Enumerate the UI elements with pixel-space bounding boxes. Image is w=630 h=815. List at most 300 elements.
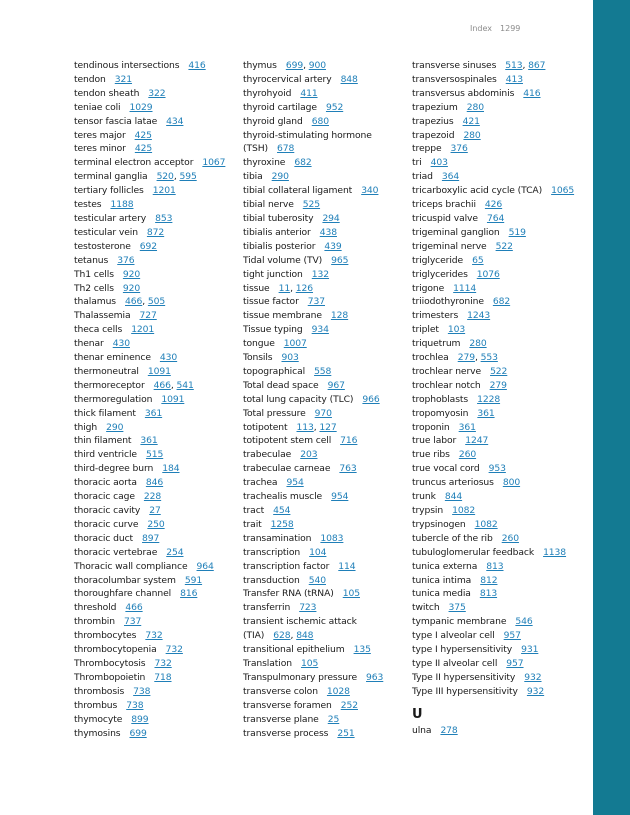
page-ref-link[interactable]: 1247 (465, 435, 489, 447)
page-ref-link[interactable]: 699 (129, 727, 147, 739)
index-term: tunica intima (412, 574, 472, 586)
index-entry (412, 393, 584, 407)
index-term: trigone (412, 282, 445, 294)
page-ref-link[interactable]: 114 (338, 560, 356, 572)
page-ref-link[interactable]: 682 (492, 296, 511, 308)
page-refs (509, 227, 526, 238)
page-refs (309, 575, 326, 586)
index-entry (412, 657, 584, 671)
page-ref-link[interactable]: 290 (106, 421, 124, 433)
index-entry (243, 212, 405, 226)
page-ref-link[interactable]: 872 (146, 226, 165, 238)
page-ref-link[interactable]: 251 (337, 727, 355, 739)
page-ref-link[interactable]: 364 (441, 171, 460, 183)
page-ref-link[interactable]: 699 (285, 60, 304, 71)
page-ref-link[interactable]: 322 (148, 87, 166, 99)
page-refs (145, 630, 162, 641)
index-term: tract (243, 505, 265, 516)
page-ref-link[interactable]: 426 (484, 199, 503, 211)
page-ref-link[interactable]: 361 (458, 421, 476, 433)
index-entry (74, 87, 234, 101)
index-entry (412, 309, 584, 323)
page-ref-link[interactable]: 763 (339, 463, 357, 475)
index-term: truncus arteriosus (412, 477, 494, 489)
index-entry (412, 156, 584, 170)
page-ref-link[interactable]: 920 (122, 282, 141, 294)
page-ref-link[interactable]: 897 (142, 532, 160, 544)
page-ref-link[interactable]: 203 (300, 449, 318, 461)
index-term: testicular artery (74, 212, 147, 224)
page-ref-link[interactable]: 844 (444, 491, 463, 503)
index-entry (412, 546, 584, 560)
page-ref-link[interactable]: 963 (366, 671, 384, 683)
page-refs (477, 408, 494, 419)
page-refs (117, 255, 134, 266)
page-ref-link[interactable]: 727 (139, 310, 157, 322)
index-term: Type III hypersensitivity (412, 685, 518, 697)
index-term: tetanus (74, 254, 109, 266)
page-refs (331, 255, 348, 266)
page-ref-link[interactable]: 764 (486, 212, 505, 224)
page-ref-link[interactable]: 278 (440, 724, 458, 736)
index-term: thrombocytes (74, 630, 137, 642)
page-refs (126, 700, 143, 711)
page-ref-link[interactable]: 541 (176, 379, 194, 391)
page-refs (129, 728, 146, 739)
index-entry (74, 615, 234, 629)
page-refs (472, 255, 484, 266)
ref-separator: , (303, 60, 309, 71)
index-term: thoracic cage (74, 491, 135, 503)
page-ref-link[interactable]: 250 (147, 518, 165, 530)
page-ref-link[interactable]: 737 (123, 616, 142, 628)
index-term: troponin (412, 421, 450, 433)
index-entry (412, 532, 584, 546)
page-refs (328, 380, 345, 391)
page-refs (154, 380, 194, 391)
index-term: true labor (412, 435, 457, 447)
page-ref-link[interactable]: 416 (523, 87, 541, 99)
index-term: transitional epithelium (243, 644, 345, 656)
page-ref-link[interactable]: 965 (331, 254, 349, 266)
index-entry (243, 295, 405, 309)
page-ref-link[interactable]: 411 (300, 87, 318, 99)
page-ref-link[interactable]: 680 (311, 115, 329, 127)
page-ref-link[interactable]: 184 (162, 463, 180, 475)
index-term: tubuloglomerular feedback (412, 546, 535, 558)
index-term: true ribs (412, 449, 450, 461)
page-refs (505, 60, 545, 71)
page-ref-link[interactable]: 967 (327, 379, 345, 391)
index-term: thalamus (74, 296, 116, 308)
page-ref-link[interactable]: 816 (180, 588, 198, 600)
page-ref-link[interactable]: 903 (281, 352, 299, 364)
page-refs (502, 533, 519, 544)
page-ref-link[interactable]: 848 (296, 630, 314, 642)
index-entry (74, 574, 234, 588)
index-term: triglycerides (412, 268, 468, 280)
page-refs (480, 575, 497, 586)
index-entry (412, 615, 584, 629)
page-ref-link[interactable]: 595 (179, 171, 197, 183)
page-ref-link[interactable]: 126 (295, 282, 314, 294)
page-ref-link[interactable]: 279 (457, 352, 475, 364)
index-term: trabeculae (243, 449, 292, 461)
page-refs (486, 561, 503, 572)
page-ref-link[interactable]: 104 (309, 546, 327, 558)
index-term: transcription (243, 546, 301, 558)
index-entry (243, 713, 405, 727)
page-refs (197, 561, 214, 572)
page-ref-link[interactable]: 932 (526, 685, 545, 697)
index-entry (74, 601, 234, 615)
page-refs (180, 588, 197, 599)
index-entry (412, 240, 584, 254)
page-ref-link[interactable]: 934 (311, 324, 329, 336)
page-ref-link[interactable]: 513 (505, 60, 523, 71)
page-ref-link[interactable]: 65 (472, 254, 484, 266)
index-entry (74, 587, 234, 601)
index-entry (412, 448, 584, 462)
page-ref-link[interactable]: 279 (489, 379, 507, 391)
index-entry (243, 587, 405, 601)
page-ref-link[interactable]: 678 (277, 143, 295, 155)
page-ref-link[interactable]: 1029 (129, 101, 153, 113)
page-ref-link[interactable]: 27 (149, 505, 161, 516)
page-ref-link[interactable]: 522 (490, 365, 508, 377)
page-ref-link[interactable]: 522 (495, 240, 513, 252)
page-ref-link[interactable]: 254 (166, 546, 184, 558)
page-ref-link[interactable]: 732 (154, 657, 172, 669)
page-ref-link[interactable]: 846 (145, 477, 164, 489)
page-ref-link[interactable]: 553 (480, 352, 498, 364)
page-ref-link[interactable]: 1067 (202, 157, 226, 169)
page-ref-link[interactable]: 515 (145, 449, 164, 461)
page-ref-link[interactable]: 812 (480, 574, 498, 586)
index-entry (243, 504, 405, 518)
index-term: tight junction (243, 268, 303, 280)
page-ref-link[interactable]: 1083 (320, 532, 344, 544)
page-refs (299, 602, 316, 613)
index-entry (243, 323, 405, 337)
page-ref-link[interactable]: 800 (502, 477, 521, 489)
index-term: type I alveolar cell (412, 630, 495, 642)
page-ref-link[interactable]: 692 (139, 240, 158, 252)
page-ref-link[interactable]: 280 (466, 101, 484, 113)
index-entry (243, 615, 405, 643)
index-term: trypsin (412, 505, 444, 516)
index-entry (74, 560, 234, 574)
page-ref-link[interactable]: 294 (322, 212, 340, 224)
index-entry (74, 448, 234, 462)
page-ref-link[interactable]: 105 (300, 657, 319, 669)
page-refs (154, 672, 171, 683)
page-ref-link[interactable]: 1091 (161, 393, 185, 405)
page-ref-link[interactable]: 466 (153, 379, 171, 391)
index-entry (74, 713, 234, 727)
page-ref-link[interactable]: 425 (134, 143, 153, 155)
index-entry (412, 184, 584, 198)
page-ref-link[interactable]: 103 (447, 324, 466, 336)
index-term: Thrombocytosis (74, 657, 146, 669)
index-entry (74, 254, 234, 268)
page-ref-link[interactable]: 954 (331, 491, 349, 503)
index-entry (412, 115, 584, 129)
page-ref-link[interactable]: 280 (469, 338, 487, 350)
page-refs (123, 283, 140, 294)
index-entry (243, 448, 405, 462)
index-entry (74, 657, 234, 671)
index-term: testes (74, 199, 102, 211)
page-ref-link[interactable]: 260 (501, 532, 519, 544)
index-entry (74, 407, 234, 421)
index-term: thermoreceptor (74, 379, 145, 391)
index-term: topographical (243, 365, 306, 377)
page-refs (440, 725, 457, 736)
ref-separator: , (313, 421, 320, 433)
page-ref-link[interactable]: 1082 (452, 505, 476, 516)
index-term: thymocyte (74, 713, 123, 725)
page-ref-link[interactable]: 966 (362, 393, 380, 405)
index-entry (412, 379, 584, 393)
page-ref-link[interactable]: 430 (159, 352, 178, 364)
page-ref-link[interactable]: 376 (450, 143, 468, 155)
index-entry (243, 282, 405, 296)
index-term: trapezium (412, 101, 458, 113)
page-ref-link[interactable]: 290 (271, 171, 289, 183)
page-ref-link[interactable]: 466 (125, 296, 143, 308)
page-refs (493, 296, 510, 307)
page-ref-link[interactable]: 376 (117, 254, 135, 266)
index-entry (412, 142, 584, 156)
page-ref-link[interactable]: 228 (143, 491, 162, 503)
index-entry (74, 643, 234, 657)
index-entry (243, 407, 405, 421)
page-ref-link[interactable]: 931 (521, 644, 539, 656)
index-term: Type II hypersensitivity (412, 671, 516, 683)
page-refs (147, 519, 164, 530)
page-refs (144, 491, 161, 502)
page-ref-link[interactable]: 260 (458, 449, 477, 461)
page-ref-link[interactable]: 340 (361, 185, 379, 197)
page-ref-link[interactable]: 1091 (147, 365, 171, 377)
page-ref-link[interactable]: 425 (134, 129, 152, 141)
index-entry (74, 73, 234, 87)
page-ref-link[interactable]: 813 (486, 560, 504, 572)
page-refs (458, 352, 498, 363)
page-ref-link[interactable]: 519 (508, 226, 526, 238)
page-ref-link[interactable]: 252 (340, 699, 358, 711)
index-term: thoracic cavity (74, 505, 141, 516)
page-refs (277, 143, 294, 154)
index-term: Tidal volume (TV) (243, 254, 323, 266)
page-ref-link[interactable]: 952 (325, 101, 344, 113)
page-refs (297, 422, 337, 433)
page-ref-link[interactable]: 970 (314, 407, 332, 419)
index-term: Th2 cells (74, 282, 114, 294)
index-term: thrombocytopenia (74, 644, 157, 656)
page-refs (490, 366, 507, 377)
page-refs (477, 269, 500, 280)
page-ref-link[interactable]: 135 (353, 644, 371, 656)
page-ref-link[interactable]: 738 (126, 699, 144, 711)
page-ref-link[interactable]: 953 (488, 463, 506, 475)
page-ref-link[interactable]: 1007 (283, 338, 307, 350)
page-ref-link[interactable]: 321 (114, 73, 133, 85)
index-term: teres major (74, 129, 126, 141)
page-ref-link[interactable]: 11 (278, 282, 291, 294)
page-ref-link[interactable]: 434 (166, 115, 184, 127)
page-ref-link[interactable]: 737 (307, 296, 325, 308)
page-refs (279, 283, 313, 294)
index-term: Th1 cells (74, 268, 114, 280)
index-entry (412, 434, 584, 448)
page-ref-link[interactable]: 416 (188, 60, 206, 71)
index-entry (243, 365, 405, 379)
page-ref-link[interactable]: 438 (319, 226, 337, 238)
index-term: Thalassemia (74, 310, 131, 322)
index-entry (243, 337, 405, 351)
page-ref-link[interactable]: 1258 (270, 518, 294, 530)
page-ref-link[interactable]: 718 (154, 671, 172, 683)
page-ref-link[interactable]: 1082 (474, 518, 498, 530)
page-ref-link[interactable]: 1243 (467, 310, 491, 322)
page-ref-link[interactable]: 899 (131, 713, 149, 725)
index-term: tensor fascia latae (74, 115, 158, 127)
page-ref-link[interactable]: 932 (524, 671, 542, 683)
index-term: thick filament (74, 407, 136, 419)
page-ref-link[interactable]: 628 (273, 630, 291, 642)
page-ref-link[interactable]: 525 (302, 199, 321, 211)
page-ref-link[interactable]: 1138 (543, 546, 567, 558)
index-entry (74, 518, 234, 532)
page-ref-link[interactable]: 1188 (110, 199, 134, 211)
index-entry (243, 309, 405, 323)
page-refs (489, 463, 506, 474)
page-ref-link[interactable]: 421 (462, 115, 480, 127)
page-ref-link[interactable]: 127 (319, 421, 337, 433)
page-ref-link[interactable]: 716 (340, 435, 358, 447)
page-ref-link[interactable]: 280 (463, 129, 481, 141)
page-ref-link[interactable]: 546 (515, 616, 533, 628)
index-term: third ventricle (74, 449, 137, 461)
page-ref-link[interactable]: 920 (122, 268, 141, 280)
page-ref-link[interactable]: 361 (144, 407, 163, 419)
page-ref-link[interactable]: 1201 (152, 185, 176, 197)
index-entry (74, 268, 234, 282)
index-term: thoroughfare channel (74, 588, 172, 600)
page-ref-link[interactable]: 361 (140, 435, 158, 447)
page-ref-link[interactable]: 853 (155, 212, 173, 224)
page-refs (331, 491, 348, 502)
page-refs (487, 213, 504, 224)
page-ref-link[interactable]: 682 (294, 157, 312, 169)
page-ref-link[interactable]: 867 (528, 60, 546, 71)
index-entry (243, 643, 405, 657)
page-ref-link[interactable]: 375 (448, 602, 466, 614)
index-entry (243, 59, 405, 73)
page-refs (469, 338, 486, 349)
index-entry (243, 240, 405, 254)
index-term: transverse plane (243, 713, 319, 725)
index-entry (243, 254, 405, 268)
index-term: trachealis muscle (243, 491, 323, 503)
page-ref-link[interactable]: 413 (505, 73, 523, 85)
index-term: tibialis anterior (243, 226, 311, 238)
index-entry (243, 434, 405, 448)
index-term: transduction (243, 574, 300, 586)
page-ref-link[interactable]: 900 (308, 60, 326, 71)
page-ref-link[interactable]: 1228 (477, 393, 501, 405)
page-ref-link[interactable]: 723 (299, 602, 317, 614)
page-ref-link[interactable]: 1028 (326, 685, 350, 697)
page-ref-link[interactable]: 558 (314, 365, 332, 377)
index-entry (412, 87, 584, 101)
page-ref-link[interactable]: 1201 (131, 324, 155, 336)
page-ref-link[interactable]: 540 (308, 574, 326, 586)
page-ref-link[interactable]: 439 (324, 240, 342, 252)
index-entry (74, 184, 234, 198)
index-entry (243, 156, 405, 170)
page-ref-link[interactable]: 430 (112, 338, 130, 350)
index-term: teres minor (74, 143, 126, 155)
index-entry (412, 587, 584, 601)
index-term: Total dead space (243, 379, 319, 391)
index-term: thoracic duct (74, 532, 134, 544)
page-ref-link[interactable]: 132 (311, 268, 330, 280)
page-ref-link[interactable]: 848 (340, 73, 358, 85)
page-ref-link[interactable]: 732 (165, 644, 183, 656)
page-refs (309, 547, 326, 558)
page-ref-link[interactable]: 520 (156, 171, 174, 183)
page-refs (480, 588, 497, 599)
page-ref-link[interactable]: 105 (342, 588, 360, 600)
page-ref-link[interactable]: 403 (430, 157, 448, 169)
page-refs (273, 505, 290, 516)
page-ref-link[interactable]: 1065 (551, 185, 575, 197)
page-ref-link[interactable]: 25 (327, 713, 340, 725)
page-refs (130, 102, 153, 113)
page-ref-link[interactable]: 964 (196, 560, 214, 572)
page-ref-link[interactable]: 361 (477, 407, 495, 419)
index-term: testosterone (74, 240, 131, 252)
index-entry (74, 129, 234, 143)
page-ref-link[interactable]: 466 (125, 602, 143, 614)
page-ref-link[interactable]: 957 (506, 657, 524, 669)
page-ref-link[interactable]: 732 (145, 630, 163, 642)
page-ref-link[interactable]: 738 (133, 685, 151, 697)
ref-separator: , (474, 352, 481, 364)
index-term: tibial tuberosity (243, 212, 314, 224)
page-refs (202, 157, 225, 168)
page-ref-link[interactable]: 128 (330, 310, 349, 322)
page-ref-link[interactable]: 591 (184, 574, 203, 586)
page-ref-link[interactable]: 505 (147, 296, 166, 308)
page-refs (271, 519, 294, 530)
page-ref-link[interactable]: 813 (479, 588, 498, 600)
page-ref-link[interactable]: 1076 (476, 268, 500, 280)
index-term: triiodothyronine (412, 296, 484, 308)
index-entry (74, 351, 234, 365)
page-ref-link[interactable]: 1114 (453, 282, 477, 294)
page-ref-link[interactable]: 957 (503, 630, 521, 642)
page-ref-link[interactable]: 113 (296, 421, 314, 433)
page-ref-link[interactable]: 454 (273, 505, 291, 516)
index-entry (74, 393, 234, 407)
page-ref-link[interactable]: 954 (286, 477, 304, 489)
page-refs (320, 533, 343, 544)
index-term: true vocal cord (412, 463, 480, 475)
